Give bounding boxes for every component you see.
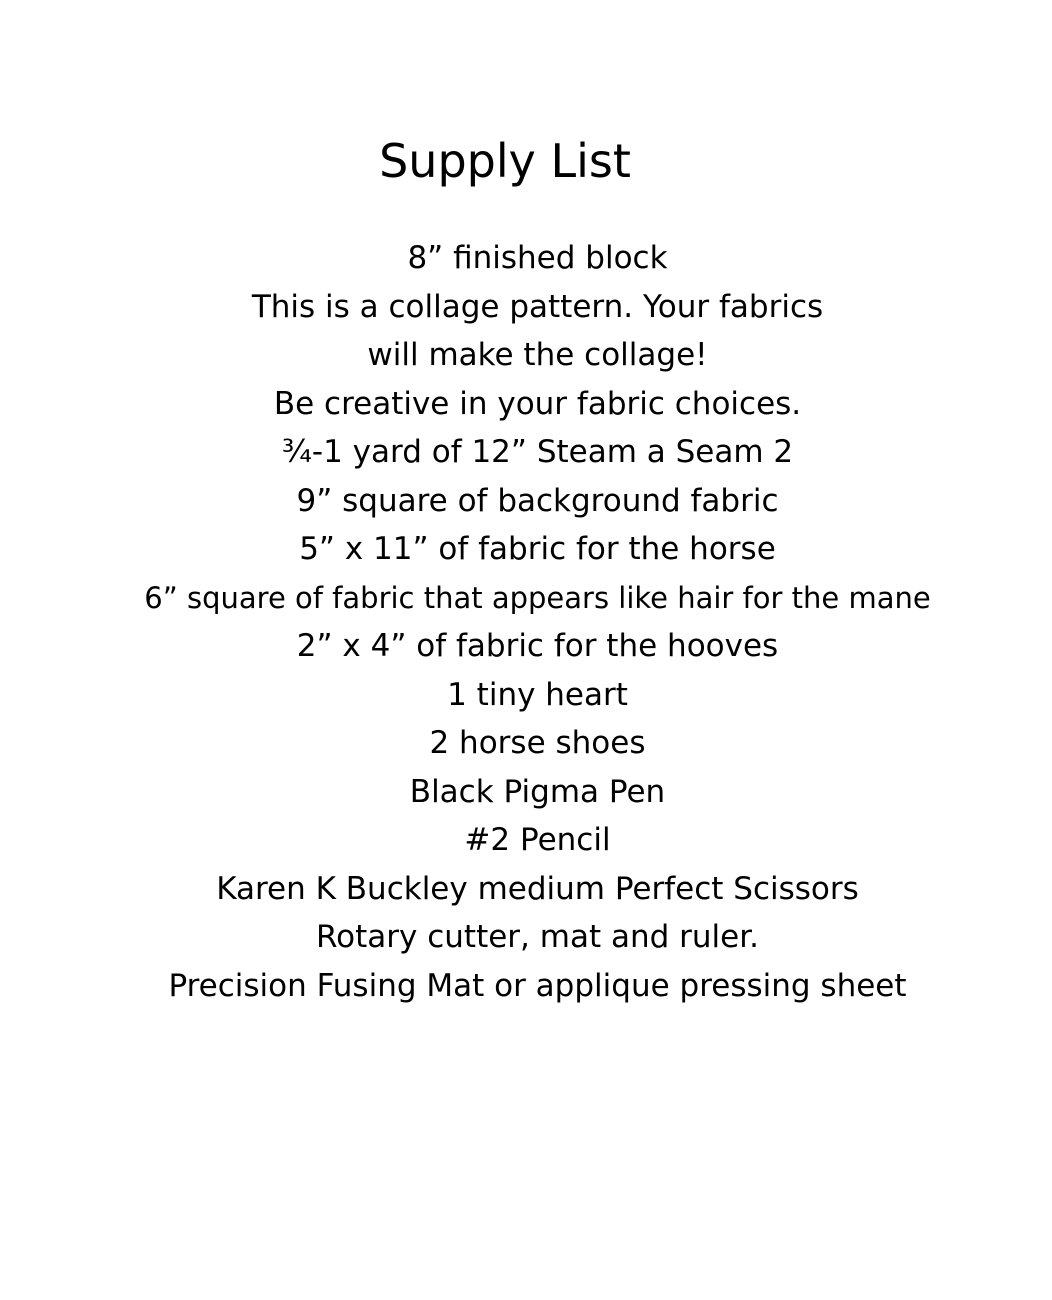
supply-item: 2 horse shoes: [429, 725, 646, 761]
supply-item: 8” finished block: [407, 240, 668, 276]
supply-item: Precision Fusing Mat or applique pressing sheet: [168, 967, 907, 1004]
supply-item: Be creative in your fabric choices.: [273, 385, 802, 422]
supply-item: #2 Pencil: [464, 822, 611, 858]
supply-list: [0, 234, 1052, 1010]
supply-item: 1 tiny heart: [447, 676, 628, 713]
supply-item: ¾-1 yard of 12” Steam a Seam 2: [281, 434, 794, 470]
supply-item: 5” x 11” of fabric for the horse: [299, 531, 776, 567]
supply-item: Black Pigma Pen: [409, 773, 666, 810]
supply-item: Rotary cutter, mat and ruler.: [316, 919, 759, 955]
supply-item: will make the collage!: [367, 337, 708, 373]
supply-item: 2” x 4” of fabric for the hooves: [296, 628, 779, 664]
page-title: Supply List: [379, 134, 631, 188]
supply-item: 6” square of fabric that appears like hair for the mane: [144, 580, 931, 615]
supply-item: This is a collage pattern. Your fabrics: [251, 288, 824, 325]
supply-item: 9” square of background fabric: [296, 482, 779, 519]
supply-item: Karen K Buckley medium Perfect Scissors: [216, 870, 859, 907]
